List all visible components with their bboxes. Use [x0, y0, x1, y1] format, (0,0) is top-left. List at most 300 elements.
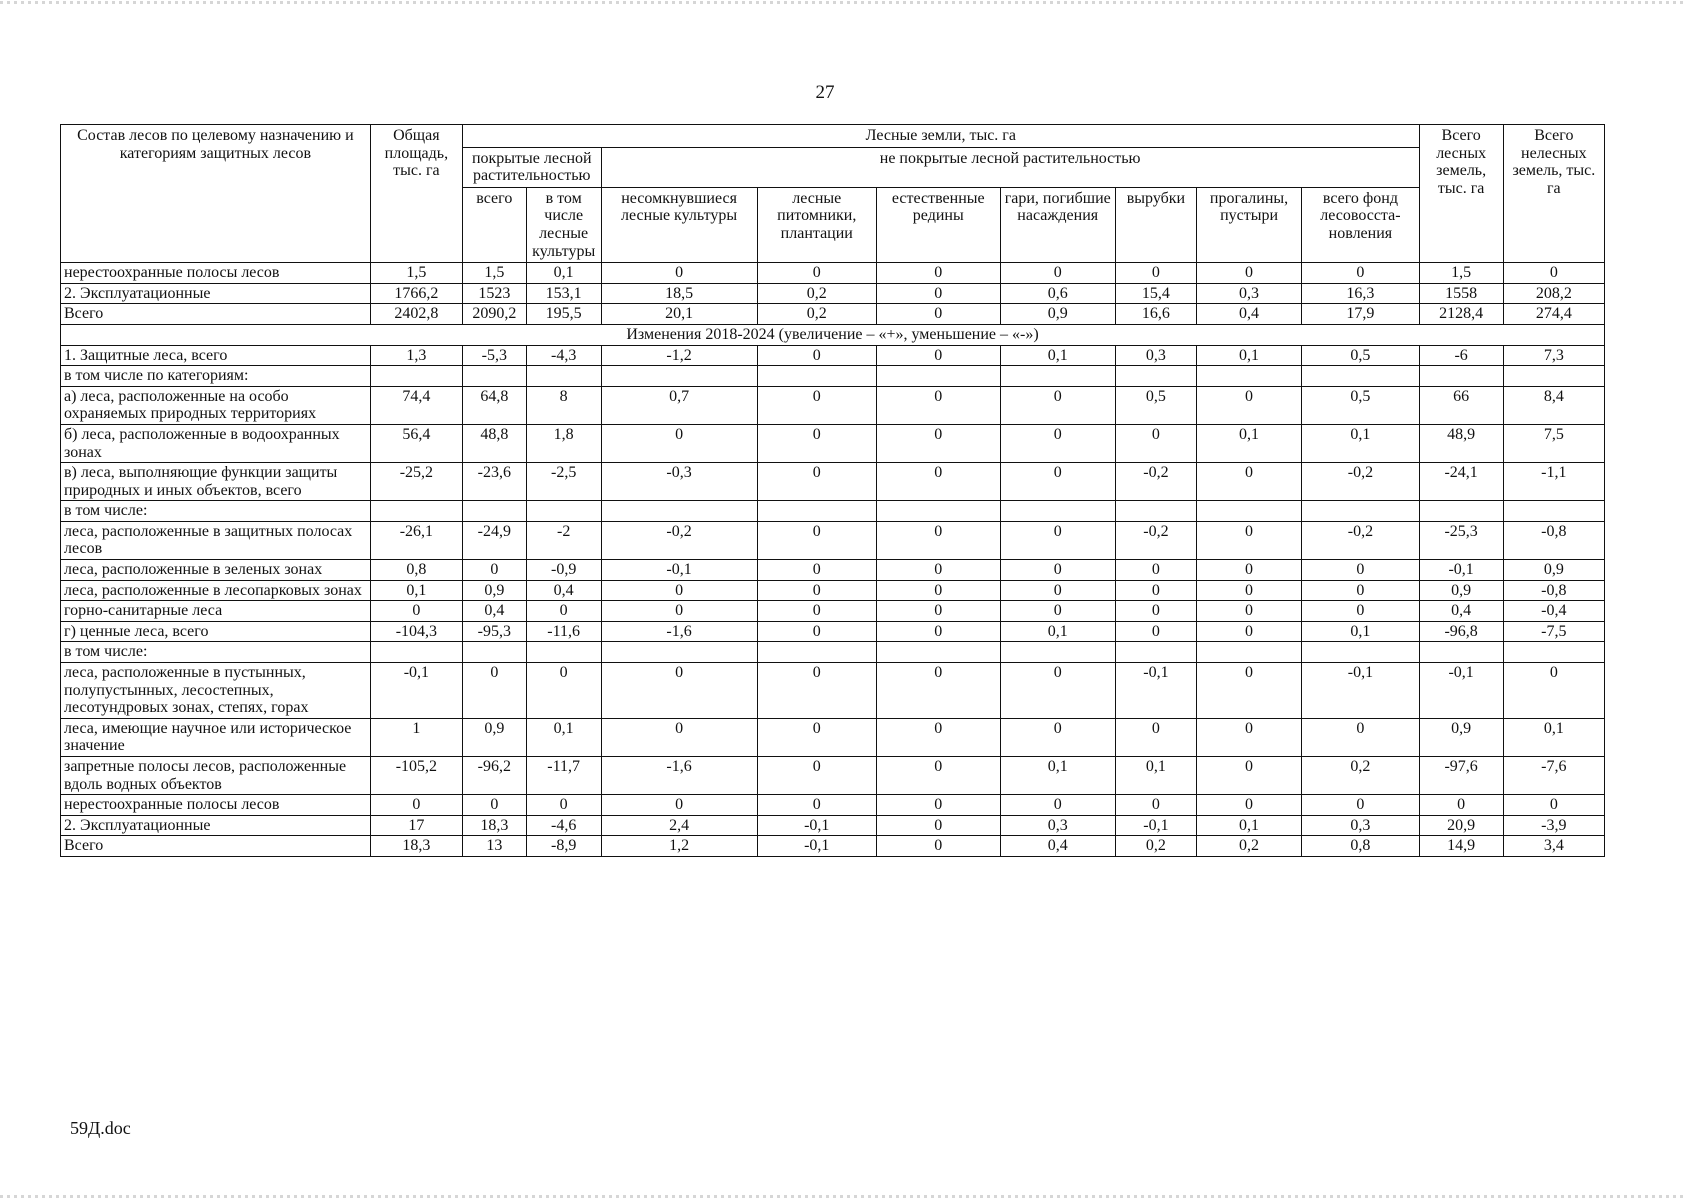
row-label: леса, расположенные в пустынных, полупустынных, лесостепных, лесотундровых зонах, степях, горах [61, 663, 371, 719]
table-cell [1419, 642, 1503, 663]
table-cell: 1,8 [526, 424, 601, 462]
table-cell: 0 [877, 757, 1001, 795]
table-cell: 0 [1000, 718, 1115, 756]
table-cell: 0 [1196, 580, 1301, 601]
table-cell: 0,1 [1302, 621, 1419, 642]
table-cell: 0,4 [1419, 601, 1503, 622]
table-row [61, 718, 1605, 756]
table-row [61, 366, 1605, 387]
table-cell: 0,9 [1503, 560, 1604, 581]
header-total-nonforest: Всего нелесных земель, тыс. га [1503, 125, 1604, 263]
table-cell: 0 [877, 283, 1001, 304]
table-cell: 0 [1302, 795, 1419, 816]
table-cell: 0 [1000, 663, 1115, 719]
table-cell: 0,3 [1115, 345, 1196, 366]
table-row [61, 345, 1605, 366]
table-cell: -23,6 [462, 463, 526, 501]
table-cell: -0,1 [1115, 663, 1196, 719]
table-cell: 66 [1419, 386, 1503, 424]
row-label: 1. Защитные леса, всего [61, 345, 371, 366]
table-cell: 0 [601, 580, 757, 601]
table-cell: 0,1 [1302, 424, 1419, 462]
table-row [61, 304, 1605, 325]
table-cell: 0 [1503, 795, 1604, 816]
table-cell: 0 [877, 304, 1001, 325]
table-cell: -105,2 [370, 757, 462, 795]
table-cell [1503, 501, 1604, 522]
table-cell: 0 [1419, 795, 1503, 816]
row-label: горно-санитарные леса [61, 601, 371, 622]
table-row [61, 424, 1605, 462]
table-cell: 0 [526, 663, 601, 719]
table-cell: 0 [1196, 560, 1301, 581]
forest-composition-table [60, 124, 1605, 857]
table-cell: 8 [526, 386, 601, 424]
table-cell: 0 [757, 601, 876, 622]
header-nc-nurseries: лесные питомники, плантации [757, 187, 876, 262]
table-cell: 0,1 [1503, 718, 1604, 756]
table-cell: -104,3 [370, 621, 462, 642]
table-cell [877, 501, 1001, 522]
table-cell [526, 366, 601, 387]
table-cell: 0 [757, 345, 876, 366]
table-cell: 0 [757, 424, 876, 462]
table-cell: 0 [1000, 463, 1115, 501]
table-cell: -24,1 [1419, 463, 1503, 501]
table-cell: -0,1 [370, 663, 462, 719]
table-cell: 1,3 [370, 345, 462, 366]
row-label: леса, расположенные в лесопарковых зонах [61, 580, 371, 601]
table-cell: 1,5 [1419, 263, 1503, 284]
table-row [61, 757, 1605, 795]
table-cell: 0,8 [1302, 836, 1419, 857]
header-nc-glades: прогалины, пустыри [1196, 187, 1301, 262]
table-cell: 0 [462, 795, 526, 816]
table-cell: 0 [877, 795, 1001, 816]
table-cell: 16,3 [1302, 283, 1419, 304]
table-cell: 20,9 [1419, 815, 1503, 836]
table-cell [601, 366, 757, 387]
table-cell: 20,1 [601, 304, 757, 325]
table-row [61, 815, 1605, 836]
table-cell: 0 [1000, 263, 1115, 284]
table-cell: -8,9 [526, 836, 601, 857]
header-covered-cultures: в том числе лесные культуры [526, 187, 601, 262]
table-cell [1503, 366, 1604, 387]
table-cell: 0,5 [1115, 386, 1196, 424]
table-cell: 0 [1115, 560, 1196, 581]
table-cell: 153,1 [526, 283, 601, 304]
table-cell: 0 [1115, 580, 1196, 601]
scan-top-edge [0, 1, 1686, 4]
table-cell: 0,4 [1000, 836, 1115, 857]
table-cell: 7,3 [1503, 345, 1604, 366]
table-cell: -0,1 [1419, 560, 1503, 581]
table-row [61, 580, 1605, 601]
table-cell: 56,4 [370, 424, 462, 462]
table-cell: 0,9 [1000, 304, 1115, 325]
row-label: г) ценные леса, всего [61, 621, 371, 642]
table-cell: 0 [601, 601, 757, 622]
table-cell: 0,7 [601, 386, 757, 424]
table-cell: 0 [1000, 521, 1115, 559]
table-cell [601, 501, 757, 522]
table-cell: -1,6 [601, 621, 757, 642]
table-cell: 0 [1115, 424, 1196, 462]
table-cell: 0,2 [757, 304, 876, 325]
table-cell: 0,1 [1000, 345, 1115, 366]
table-cell [526, 501, 601, 522]
table-row [61, 521, 1605, 559]
table-cell: -2,5 [526, 463, 601, 501]
table-cell: 0 [526, 601, 601, 622]
table-cell: 0,9 [1419, 580, 1503, 601]
header-nc-burnt: гари, погибшие насаждения [1000, 187, 1115, 262]
table-cell: 0 [877, 836, 1001, 857]
footer-file-name: 59Д.doc [70, 1118, 131, 1138]
table-cell: -5,3 [462, 345, 526, 366]
table-cell [526, 642, 601, 663]
table-cell [370, 642, 462, 663]
table-cell [462, 366, 526, 387]
table-cell: 0,5 [1302, 345, 1419, 366]
table-cell [462, 642, 526, 663]
table-cell: 0 [1302, 601, 1419, 622]
row-label: в том числе по категориям: [61, 366, 371, 387]
table-cell: -26,1 [370, 521, 462, 559]
table-cell: 0 [601, 718, 757, 756]
table-cell: -3,9 [1503, 815, 1604, 836]
table-cell: 0,3 [1302, 815, 1419, 836]
table-cell: 0 [757, 621, 876, 642]
table-cell: 0,9 [462, 580, 526, 601]
table-cell: -0,3 [601, 463, 757, 501]
table-cell: -1,2 [601, 345, 757, 366]
table-cell: 0 [757, 263, 876, 284]
table-cell: 0 [757, 463, 876, 501]
table-cell: 0 [1000, 424, 1115, 462]
table-cell: 0 [1196, 463, 1301, 501]
table-cell: 0 [1302, 560, 1419, 581]
row-label: в том числе: [61, 642, 371, 663]
table-cell: 17,9 [1302, 304, 1419, 325]
row-label: 2. Эксплуатационные [61, 283, 371, 304]
table-row [61, 601, 1605, 622]
table-cell: 0 [877, 815, 1001, 836]
header-nc-sparse: естественные редины [877, 187, 1001, 262]
table-cell: 0 [877, 560, 1001, 581]
table-cell: 0 [1000, 560, 1115, 581]
table-cell: 0,9 [1419, 718, 1503, 756]
table-cell: 3,4 [1503, 836, 1604, 857]
table-row [61, 463, 1605, 501]
table-cell [601, 642, 757, 663]
table-section-changes [61, 324, 1605, 345]
table-cell: 0 [1196, 601, 1301, 622]
table-cell: -25,3 [1419, 521, 1503, 559]
table-cell: 0 [1000, 580, 1115, 601]
header-nc-restoration: всего фонд лесовосста-новления [1302, 187, 1419, 262]
table-row [61, 795, 1605, 816]
table-cell: -7,6 [1503, 757, 1604, 795]
table-cell: 0,2 [1196, 836, 1301, 857]
table-cell: 0 [1115, 795, 1196, 816]
row-label: Всего [61, 836, 371, 857]
table-cell: 0 [1115, 263, 1196, 284]
table-cell: 2090,2 [462, 304, 526, 325]
table-cell: -0,9 [526, 560, 601, 581]
row-label: а) леса, расположенные на особо охраняемых природных территориях [61, 386, 371, 424]
table-cell: 195,5 [526, 304, 601, 325]
table-cell: -4,3 [526, 345, 601, 366]
table-cell: 18,3 [462, 815, 526, 836]
table-cell: 0,1 [526, 718, 601, 756]
table-cell: 0 [1503, 663, 1604, 719]
table-cell: 0 [1196, 663, 1301, 719]
table-cell: -6 [1419, 345, 1503, 366]
table-cell: 0 [877, 663, 1001, 719]
row-label: в том числе: [61, 501, 371, 522]
table-cell: -96,2 [462, 757, 526, 795]
header-category: Состав лесов по целевому назначению и категориям защитных лесов [61, 125, 371, 263]
table-cell: 1,5 [462, 263, 526, 284]
table-cell: 7,5 [1503, 424, 1604, 462]
table-row [61, 663, 1605, 719]
table-cell: 16,6 [1115, 304, 1196, 325]
table-row [61, 560, 1605, 581]
table-cell: 0 [462, 663, 526, 719]
table-cell: -0,8 [1503, 521, 1604, 559]
table-cell: 0 [1196, 263, 1301, 284]
table-cell [1196, 642, 1301, 663]
table-cell: 0 [757, 718, 876, 756]
table-cell [1000, 501, 1115, 522]
table-cell: 0 [1302, 580, 1419, 601]
table-cell: 0,2 [757, 283, 876, 304]
row-label: нерестоохранные полосы лесов [61, 263, 371, 284]
table-cell [462, 501, 526, 522]
table-cell: 64,8 [462, 386, 526, 424]
table-cell: 0,4 [526, 580, 601, 601]
table-cell: 1558 [1419, 283, 1503, 304]
table-cell: 14,9 [1419, 836, 1503, 857]
row-label: леса, имеющие научное или историческое значение [61, 718, 371, 756]
table-cell [1115, 366, 1196, 387]
table-cell: 274,4 [1503, 304, 1604, 325]
table-row [61, 836, 1605, 857]
table-cell: 0,1 [370, 580, 462, 601]
table-cell: 0 [1000, 795, 1115, 816]
table-cell: 0 [601, 424, 757, 462]
table-cell: 0,4 [1196, 304, 1301, 325]
table-cell: 0,1 [1000, 621, 1115, 642]
table-cell [1115, 501, 1196, 522]
scan-bottom-edge [0, 1195, 1686, 1198]
table-cell: 0 [1196, 718, 1301, 756]
table-cell: -24,9 [462, 521, 526, 559]
table-cell: -1,6 [601, 757, 757, 795]
table-cell: 0 [1302, 263, 1419, 284]
table-cell [1419, 366, 1503, 387]
table-cell: 0 [877, 345, 1001, 366]
table-cell: 0 [877, 718, 1001, 756]
table-cell [757, 642, 876, 663]
table-cell: 0 [757, 386, 876, 424]
table-cell [1000, 366, 1115, 387]
table-cell [1196, 366, 1301, 387]
table-cell: 74,4 [370, 386, 462, 424]
page-number: 27 [815, 82, 835, 103]
table-row [61, 386, 1605, 424]
table-cell: 0,9 [462, 718, 526, 756]
header-covered: покрытые лесной растительностью [462, 147, 601, 187]
section-changes-title: Изменения 2018-2024 (увеличение – «+», уменьшение – «-») [61, 324, 1605, 345]
row-label: леса, расположенные в защитных полосах лесов [61, 521, 371, 559]
table-cell: 0 [877, 601, 1001, 622]
table-cell: -0,2 [1302, 463, 1419, 501]
table-cell: 0 [1196, 521, 1301, 559]
table-cell: 0,4 [462, 601, 526, 622]
table-cell [370, 366, 462, 387]
table-cell: -0,1 [757, 836, 876, 857]
table-cell: 13 [462, 836, 526, 857]
table-cell: 48,9 [1419, 424, 1503, 462]
table-cell: -4,6 [526, 815, 601, 836]
table-cell [1419, 501, 1503, 522]
row-label: нерестоохранные полосы лесов [61, 795, 371, 816]
table-cell: 0 [757, 560, 876, 581]
table-cell [757, 501, 876, 522]
table-cell: 1523 [462, 283, 526, 304]
table-cell: 0 [877, 621, 1001, 642]
table-cell: 0 [1196, 757, 1301, 795]
table-cell: 0 [757, 663, 876, 719]
table-cell: 0 [370, 601, 462, 622]
table-cell: 2128,4 [1419, 304, 1503, 325]
table-cell: 0 [462, 560, 526, 581]
table-cell: 0 [877, 386, 1001, 424]
table-cell: -0,2 [1115, 521, 1196, 559]
table-cell: -0,4 [1503, 601, 1604, 622]
header-forest-lands: Лесные земли, тыс. га [462, 125, 1419, 148]
table-cell: 0 [757, 580, 876, 601]
table-cell: -0,2 [1302, 521, 1419, 559]
table-cell: 0 [1000, 601, 1115, 622]
table-cell: -0,2 [1115, 463, 1196, 501]
table-cell: 208,2 [1503, 283, 1604, 304]
table-cell [1503, 642, 1604, 663]
table-cell: 15,4 [1115, 283, 1196, 304]
table-cell: 0 [877, 580, 1001, 601]
table-cell: -0,1 [757, 815, 876, 836]
table-cell: 0 [877, 424, 1001, 462]
table-cell [1302, 642, 1419, 663]
table-cell: 0 [877, 521, 1001, 559]
table-cell: -0,8 [1503, 580, 1604, 601]
table-row [61, 642, 1605, 663]
table-cell: 0 [877, 463, 1001, 501]
table-cell: 1,5 [370, 263, 462, 284]
table-cell: 0 [877, 263, 1001, 284]
table-cell [757, 366, 876, 387]
table-cell: -0,1 [1302, 663, 1419, 719]
table-cell: -0,1 [1419, 663, 1503, 719]
table-cell: 18,3 [370, 836, 462, 857]
table-cell [1196, 501, 1301, 522]
table-cell [1115, 642, 1196, 663]
table-cell: 0,1 [1196, 424, 1301, 462]
row-label: б) леса, расположенные в водоохранных зонах [61, 424, 371, 462]
table-cell: 0 [1115, 718, 1196, 756]
table-cell: -95,3 [462, 621, 526, 642]
table-row [61, 621, 1605, 642]
table-cell: 0 [1000, 386, 1115, 424]
table-cell: 0 [1503, 263, 1604, 284]
table-cell: 1 [370, 718, 462, 756]
row-label: леса, расположенные в зеленых зонах [61, 560, 371, 581]
header-not-covered: не покрытые лесной растительностью [601, 147, 1419, 187]
table-cell: 0 [1302, 718, 1419, 756]
table-cell: 0 [526, 795, 601, 816]
header-nc-unclosed: несомкнувшиеся лесные культуры [601, 187, 757, 262]
table-cell [877, 366, 1001, 387]
table-row [61, 283, 1605, 304]
table-cell: -25,2 [370, 463, 462, 501]
table-cell: -97,6 [1419, 757, 1503, 795]
table-cell: 0,2 [1302, 757, 1419, 795]
table-cell: 0 [601, 663, 757, 719]
table-cell: 0,5 [1302, 386, 1419, 424]
table-cell: 48,8 [462, 424, 526, 462]
header-total-forest: Всего лесных земель, тыс. га [1419, 125, 1503, 263]
table-cell: 2402,8 [370, 304, 462, 325]
row-label: запретные полосы лесов, расположенные вдоль водных объектов [61, 757, 371, 795]
table-cell: 0,6 [1000, 283, 1115, 304]
table-body-changes [61, 345, 1605, 856]
table-cell: 18,5 [601, 283, 757, 304]
table-cell: 0 [370, 795, 462, 816]
table-cell: -11,7 [526, 757, 601, 795]
table-cell: 0,3 [1000, 815, 1115, 836]
table-cell: 0 [601, 795, 757, 816]
table-cell [1000, 642, 1115, 663]
table-header [61, 125, 1605, 263]
table-cell: 0,2 [1115, 836, 1196, 857]
table-cell: -1,1 [1503, 463, 1604, 501]
row-label: 2. Эксплуатационные [61, 815, 371, 836]
table-cell: -7,5 [1503, 621, 1604, 642]
table-cell: 17 [370, 815, 462, 836]
table-cell: 8,4 [1503, 386, 1604, 424]
table-cell: 0 [1196, 795, 1301, 816]
table-cell [1302, 366, 1419, 387]
header-covered-total: всего [462, 187, 526, 262]
table-cell: 0,3 [1196, 283, 1301, 304]
table-cell: 0,1 [1196, 345, 1301, 366]
table-cell: 1766,2 [370, 283, 462, 304]
table-cell: 0 [601, 263, 757, 284]
table-cell: -2 [526, 521, 601, 559]
table-cell: 0,1 [526, 263, 601, 284]
table-cell: 0,1 [1196, 815, 1301, 836]
row-label: в) леса, выполняющие функции защиты природных и иных объектов, всего [61, 463, 371, 501]
table-cell: 0,8 [370, 560, 462, 581]
table-cell: 1,2 [601, 836, 757, 857]
table-cell: 0 [1196, 386, 1301, 424]
table-cell: 0 [1115, 601, 1196, 622]
table-row [61, 263, 1605, 284]
table-cell: 0 [757, 521, 876, 559]
